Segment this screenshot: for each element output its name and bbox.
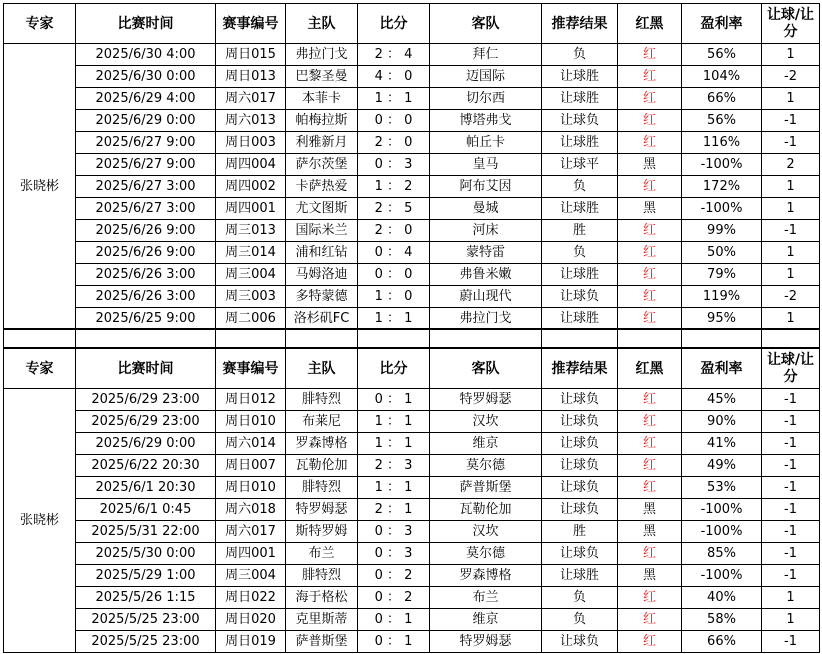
profit-rate: 53% (682, 477, 762, 499)
header-time: 比赛时间 (76, 349, 216, 389)
recommendation: 负 (542, 176, 618, 198)
table-row (4, 411, 820, 433)
score: 0 ： 2 (358, 587, 430, 609)
score: 2 ： 5 (358, 198, 430, 220)
red-black-result: 红 (618, 88, 682, 110)
red-black-result: 红 (618, 44, 682, 66)
header-score: 比分 (358, 349, 430, 389)
score: 2 ： 1 (358, 499, 430, 521)
handicap: -1 (762, 433, 820, 455)
header-home: 主队 (286, 4, 358, 44)
away-team: 蔚山现代 (430, 286, 542, 308)
score: 1 ： 0 (358, 286, 430, 308)
header-code: 赛事编号 (216, 349, 286, 389)
profit-rate: -100% (682, 198, 762, 220)
red-black-result: 黑 (618, 521, 682, 543)
match-time: 2025/6/27 9:00 (76, 132, 216, 154)
red-black-result: 红 (618, 132, 682, 154)
match-time: 2025/5/25 23:00 (76, 609, 216, 631)
recommendation: 让球负 (542, 543, 618, 565)
recommendation: 让球负 (542, 389, 618, 411)
recommendation: 让球胜 (542, 198, 618, 220)
handicap: -1 (762, 477, 820, 499)
red-black-result: 黑 (618, 198, 682, 220)
profit-rate: -100% (682, 565, 762, 587)
away-team: 特罗姆瑟 (430, 389, 542, 411)
match-time: 2025/6/1 20:30 (76, 477, 216, 499)
home-team: 海于格松 (286, 587, 358, 609)
match-code: 周日019 (216, 631, 286, 653)
handicap: 1 (762, 198, 820, 220)
recommendation: 让球胜 (542, 88, 618, 110)
profit-rate: 85% (682, 543, 762, 565)
header-expert: 专家 (4, 349, 76, 389)
red-black-result: 红 (618, 220, 682, 242)
profit-rate: 99% (682, 220, 762, 242)
table-row (4, 88, 820, 110)
table-spacer-row (3, 328, 820, 348)
away-team: 博塔弗戈 (430, 110, 542, 132)
recommendation: 让球胜 (542, 132, 618, 154)
match-time: 2025/6/29 0:00 (76, 110, 216, 132)
table-row (4, 44, 820, 66)
away-team: 切尔西 (430, 88, 542, 110)
match-time: 2025/6/29 0:00 (76, 433, 216, 455)
match-code: 周三014 (216, 242, 286, 264)
match-time: 2025/6/27 9:00 (76, 154, 216, 176)
home-team: 腓特烈 (286, 389, 358, 411)
table-row (4, 220, 820, 242)
recommendation: 让球平 (542, 154, 618, 176)
table-row (4, 132, 820, 154)
profit-rate: 58% (682, 609, 762, 631)
match-time: 2025/6/26 3:00 (76, 286, 216, 308)
recommendation: 让球负 (542, 499, 618, 521)
handicap: 1 (762, 242, 820, 264)
profit-rate: 95% (682, 308, 762, 330)
match-time: 2025/5/31 22:00 (76, 521, 216, 543)
red-black-result: 红 (618, 242, 682, 264)
red-black-result: 黑 (618, 565, 682, 587)
recommendation: 胜 (542, 220, 618, 242)
recommendation: 让球胜 (542, 565, 618, 587)
table-row (4, 389, 820, 411)
home-team: 多特蒙德 (286, 286, 358, 308)
table-row (4, 286, 820, 308)
red-black-result: 黑 (618, 154, 682, 176)
score: 2 ： 0 (358, 220, 430, 242)
table-row (4, 154, 820, 176)
recommendation: 负 (542, 587, 618, 609)
score: 2 ： 4 (358, 44, 430, 66)
match-code: 周日010 (216, 477, 286, 499)
home-team: 布莱尼 (286, 411, 358, 433)
match-code: 周六017 (216, 88, 286, 110)
table-row (4, 264, 820, 286)
recommendation: 让球负 (542, 477, 618, 499)
match-time: 2025/5/26 1:15 (76, 587, 216, 609)
table-row (4, 477, 820, 499)
handicap: -1 (762, 411, 820, 433)
red-black-result: 红 (618, 609, 682, 631)
expert-table-2 (3, 348, 820, 653)
profit-rate: 56% (682, 44, 762, 66)
handicap: -1 (762, 499, 820, 521)
home-team: 腓特烈 (286, 565, 358, 587)
match-time: 2025/6/22 20:30 (76, 455, 216, 477)
score: 0 ： 3 (358, 543, 430, 565)
home-team: 利雅新月 (286, 132, 358, 154)
red-black-result: 红 (618, 543, 682, 565)
match-code: 周日012 (216, 389, 286, 411)
red-black-result: 红 (618, 433, 682, 455)
recommendation: 让球负 (542, 411, 618, 433)
match-code: 周四001 (216, 543, 286, 565)
table-row (4, 110, 820, 132)
match-time: 2025/6/29 23:00 (76, 411, 216, 433)
match-time: 2025/6/29 23:00 (76, 389, 216, 411)
match-code: 周日010 (216, 411, 286, 433)
match-code: 周六018 (216, 499, 286, 521)
table-row (4, 308, 820, 330)
match-code: 周日013 (216, 66, 286, 88)
score: 1 ： 1 (358, 88, 430, 110)
match-time: 2025/6/1 0:45 (76, 499, 216, 521)
home-team: 本菲卡 (286, 88, 358, 110)
red-black-result: 红 (618, 477, 682, 499)
match-time: 2025/6/26 9:00 (76, 242, 216, 264)
home-team: 斯特罗姆 (286, 521, 358, 543)
away-team: 维京 (430, 433, 542, 455)
table-row (4, 565, 820, 587)
home-team: 尤文图斯 (286, 198, 358, 220)
header-rec: 推荐结果 (542, 349, 618, 389)
table-row (4, 587, 820, 609)
header-time: 比赛时间 (76, 4, 216, 44)
table-row (4, 433, 820, 455)
match-code: 周三003 (216, 286, 286, 308)
header-redblack: 红黑 (618, 4, 682, 44)
score: 4 ： 0 (358, 66, 430, 88)
table-row (4, 499, 820, 521)
red-black-result: 红 (618, 110, 682, 132)
match-time: 2025/5/25 23:00 (76, 631, 216, 653)
score: 1 ： 1 (358, 477, 430, 499)
recommendation: 负 (542, 44, 618, 66)
away-team: 特罗姆瑟 (430, 631, 542, 653)
away-team: 维京 (430, 609, 542, 631)
header-home: 主队 (286, 349, 358, 389)
recommendation: 让球胜 (542, 264, 618, 286)
table-row (4, 543, 820, 565)
profit-rate: 66% (682, 631, 762, 653)
score: 0 ： 2 (358, 565, 430, 587)
red-black-result: 红 (618, 308, 682, 330)
recommendation: 负 (542, 609, 618, 631)
header-redblack: 红黑 (618, 349, 682, 389)
handicap: -1 (762, 132, 820, 154)
expert-name: 张晓彬 (4, 44, 76, 330)
score: 0 ： 1 (358, 389, 430, 411)
profit-rate: 45% (682, 389, 762, 411)
home-team: 罗森博格 (286, 433, 358, 455)
profit-rate: 116% (682, 132, 762, 154)
away-team: 莫尔德 (430, 455, 542, 477)
match-time: 2025/6/26 3:00 (76, 264, 216, 286)
profit-rate: 40% (682, 587, 762, 609)
match-time: 2025/6/26 9:00 (76, 220, 216, 242)
score: 0 ： 1 (358, 631, 430, 653)
profit-rate: 104% (682, 66, 762, 88)
profit-rate: -100% (682, 154, 762, 176)
recommendation: 让球负 (542, 631, 618, 653)
home-team: 巴黎圣曼 (286, 66, 358, 88)
match-code: 周三013 (216, 220, 286, 242)
score: 0 ： 0 (358, 264, 430, 286)
away-team: 弗鲁米嫩 (430, 264, 542, 286)
match-time: 2025/6/30 0:00 (76, 66, 216, 88)
home-team: 萨普斯堡 (286, 631, 358, 653)
recommendation: 让球胜 (542, 66, 618, 88)
handicap: -1 (762, 110, 820, 132)
handicap: 1 (762, 609, 820, 631)
match-code: 周六013 (216, 110, 286, 132)
red-black-result: 红 (618, 66, 682, 88)
match-time: 2025/6/27 3:00 (76, 176, 216, 198)
away-team: 萨普斯堡 (430, 477, 542, 499)
score: 0 ： 3 (358, 154, 430, 176)
match-code: 周六014 (216, 433, 286, 455)
score: 1 ： 2 (358, 176, 430, 198)
handicap: 1 (762, 88, 820, 110)
match-time: 2025/6/29 4:00 (76, 88, 216, 110)
away-team: 皇马 (430, 154, 542, 176)
home-team: 腓特烈 (286, 477, 358, 499)
match-time: 2025/5/30 0:00 (76, 543, 216, 565)
away-team: 河床 (430, 220, 542, 242)
recommendation: 让球胜 (542, 308, 618, 330)
match-code: 周四001 (216, 198, 286, 220)
red-black-result: 红 (618, 411, 682, 433)
header-handicap: 让球/让分 (762, 4, 820, 44)
table-row (4, 455, 820, 477)
away-team: 罗森博格 (430, 565, 542, 587)
score: 1 ： 1 (358, 411, 430, 433)
expert-table-1 (3, 3, 820, 330)
home-team: 特罗姆瑟 (286, 499, 358, 521)
handicap: 2 (762, 154, 820, 176)
handicap: -1 (762, 521, 820, 543)
home-team: 洛杉矶FC (286, 308, 358, 330)
home-team: 帕梅拉斯 (286, 110, 358, 132)
home-team: 克里斯蒂 (286, 609, 358, 631)
red-black-result: 红 (618, 631, 682, 653)
handicap: 1 (762, 264, 820, 286)
header-profit: 盈利率 (682, 349, 762, 389)
profit-rate: 66% (682, 88, 762, 110)
header-profit: 盈利率 (682, 4, 762, 44)
handicap: -1 (762, 389, 820, 411)
header-away: 客队 (430, 349, 542, 389)
away-team: 瓦勒伦加 (430, 499, 542, 521)
away-team: 曼城 (430, 198, 542, 220)
home-team: 弗拉门戈 (286, 44, 358, 66)
expert-name: 张晓彬 (4, 389, 76, 653)
match-time: 2025/6/25 9:00 (76, 308, 216, 330)
recommendation: 负 (542, 242, 618, 264)
handicap: -1 (762, 631, 820, 653)
header-score: 比分 (358, 4, 430, 44)
recommendation: 让球负 (542, 286, 618, 308)
red-black-result: 红 (618, 455, 682, 477)
profit-rate: 50% (682, 242, 762, 264)
red-black-result: 红 (618, 264, 682, 286)
red-black-result: 黑 (618, 499, 682, 521)
table-row (4, 242, 820, 264)
red-black-result: 红 (618, 176, 682, 198)
score: 0 ： 3 (358, 521, 430, 543)
recommendation: 胜 (542, 521, 618, 543)
header-handicap: 让球/让分 (762, 349, 820, 389)
score: 2 ： 0 (358, 132, 430, 154)
recommendation: 让球负 (542, 455, 618, 477)
score: 0 ： 1 (358, 609, 430, 631)
handicap: 1 (762, 308, 820, 330)
score: 1 ： 1 (358, 433, 430, 455)
away-team: 阿布艾因 (430, 176, 542, 198)
away-team: 汉坎 (430, 521, 542, 543)
table-row (4, 609, 820, 631)
handicap: 1 (762, 44, 820, 66)
away-team: 蒙特雷 (430, 242, 542, 264)
match-code: 周二006 (216, 308, 286, 330)
handicap: -2 (762, 286, 820, 308)
home-team: 瓦勒伦加 (286, 455, 358, 477)
header-code: 赛事编号 (216, 4, 286, 44)
match-code: 周日022 (216, 587, 286, 609)
match-code: 周四002 (216, 176, 286, 198)
score: 1 ： 1 (358, 308, 430, 330)
recommendation: 让球负 (542, 433, 618, 455)
match-code: 周日020 (216, 609, 286, 631)
header-expert: 专家 (4, 4, 76, 44)
match-code: 周三004 (216, 264, 286, 286)
table-row (4, 198, 820, 220)
match-code: 周六017 (216, 521, 286, 543)
red-black-result: 红 (618, 587, 682, 609)
match-code: 周四004 (216, 154, 286, 176)
away-team: 迈国际 (430, 66, 542, 88)
home-team: 浦和红钻 (286, 242, 358, 264)
handicap: 1 (762, 176, 820, 198)
away-team: 帕丘卡 (430, 132, 542, 154)
handicap: -2 (762, 66, 820, 88)
handicap: -1 (762, 543, 820, 565)
profit-rate: 172% (682, 176, 762, 198)
match-time: 2025/6/27 3:00 (76, 198, 216, 220)
score: 2 ： 3 (358, 455, 430, 477)
header-rec: 推荐结果 (542, 4, 618, 44)
profit-rate: 56% (682, 110, 762, 132)
away-team: 汉坎 (430, 411, 542, 433)
match-code: 周日015 (216, 44, 286, 66)
match-code: 周日003 (216, 132, 286, 154)
red-black-result: 红 (618, 389, 682, 411)
home-team: 卡萨热爱 (286, 176, 358, 198)
score: 0 ： 4 (358, 242, 430, 264)
profit-rate: -100% (682, 499, 762, 521)
away-team: 莫尔德 (430, 543, 542, 565)
away-team: 拜仁 (430, 44, 542, 66)
handicap: -1 (762, 220, 820, 242)
home-team: 国际米兰 (286, 220, 358, 242)
red-black-result: 红 (618, 286, 682, 308)
table-row (4, 66, 820, 88)
header-row (4, 4, 820, 44)
profit-rate: 90% (682, 411, 762, 433)
match-time: 2025/5/29 1:00 (76, 565, 216, 587)
profit-rate: 49% (682, 455, 762, 477)
away-team: 布兰 (430, 587, 542, 609)
header-row (4, 349, 820, 389)
profit-rate: 41% (682, 433, 762, 455)
handicap: -1 (762, 565, 820, 587)
table-row (4, 521, 820, 543)
table-row (4, 176, 820, 198)
score: 0 ： 0 (358, 110, 430, 132)
profit-rate: 79% (682, 264, 762, 286)
match-time: 2025/6/30 4:00 (76, 44, 216, 66)
match-code: 周日007 (216, 455, 286, 477)
handicap: -1 (762, 455, 820, 477)
away-team: 弗拉门戈 (430, 308, 542, 330)
header-away: 客队 (430, 4, 542, 44)
match-code: 周三004 (216, 565, 286, 587)
table-row (4, 631, 820, 653)
home-team: 马姆洛迪 (286, 264, 358, 286)
handicap: 1 (762, 587, 820, 609)
profit-rate: -100% (682, 521, 762, 543)
home-team: 布兰 (286, 543, 358, 565)
home-team: 萨尔茨堡 (286, 154, 358, 176)
recommendation: 让球负 (542, 110, 618, 132)
profit-rate: 119% (682, 286, 762, 308)
